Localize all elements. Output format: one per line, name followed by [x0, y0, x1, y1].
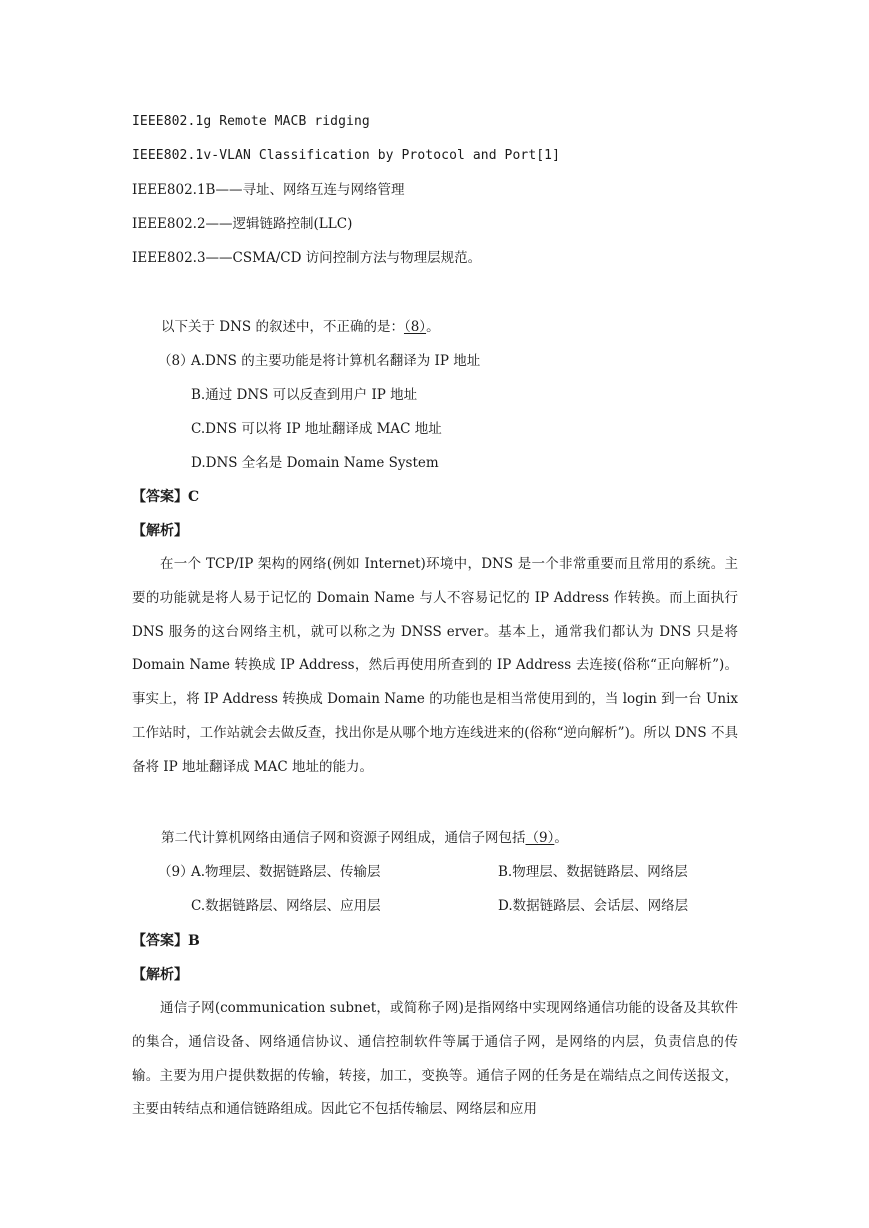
standard-line-2: IEEE802.1v-VLAN Classification by Protocol and Port[1] — [132, 148, 561, 163]
question-8-option-a: A.DNS 的主要功能是将计算机名翻译为 IP 地址 — [191, 353, 481, 369]
answer-label: 【答案】 — [132, 489, 188, 505]
question-8-option-c: C.DNS 可以将 IP 地址翻译成 MAC 地址 — [191, 421, 442, 437]
question-8-option-b: B.通过 DNS 可以反查到用户 IP 地址 — [191, 387, 418, 403]
question-8-answer — [132, 488, 199, 506]
question-9-analysis-label: 【解析】 — [132, 967, 188, 983]
question-9-stem — [161, 829, 568, 847]
question-9-number: （9） — [158, 864, 194, 880]
standard-line-3: IEEE802.1B——寻址、网络互连与网络管理 — [132, 182, 405, 198]
question-9-stem-text: 第二代计算机网络由通信子网和资源子网组成，通信子网包括 — [161, 830, 526, 846]
standard-line-4: IEEE802.2——逻辑链路控制(LLC) — [132, 216, 353, 232]
question-8-analysis-label: 【解析】 — [132, 523, 188, 539]
question-9-option-d: D.数据链路层、会话层、网络层 — [498, 898, 689, 914]
question-9-option-a: A.物理层、数据链路层、传输层 — [191, 864, 381, 880]
question-8-analysis-text: 在一个 TCP/IP 架构的网络(例如 Internet)环境中，DNS 是一个非常重要而且常用的系统。主要的功能就是将人易于记忆的 Domain Name 与人不容易记忆的 IP Address 作转换。而上面执行 DNS 服务的这台网络主机，就可以称之为 DNSS erver。基本上，通常我们都认为 DNS 只是将 Domain Name 转换成 IP Address，然后再使用所查到的 IP Address 去连接(俗称“正向解析”)。事实上，将 IP Address 转换成 Domain Name 的功能也是相当常使用到的，当 login 到一台 Unix 工作站时，工作站就会去做反查，找出你是从哪个地方连线进来的(俗称“逆向解析”)。所以 DNS 不具备将 IP 地址翻译成 MAC 地址的能力。 — [132, 556, 738, 775]
standard-line-1: IEEE802.1g Remote MACB ridging — [132, 114, 370, 129]
question-9-option-c: C.数据链路层、网络层、应用层 — [191, 898, 381, 914]
question-9-analysis-text: 通信子网(communication subnet，或简称子网)是指网络中实现网络通信功能的设备及其软件的集合，通信设备、网络通信协议、通信控制软件等属于通信子网，是网络的内层，负责信息的传输。主要为用户提供数据的传输，转接，加工，变换等。通信子网的任务是在端结点之间传送报文，主要由转结点和通信链路组成。因此它不包括传输层、网络层和应用 — [132, 1000, 738, 1118]
answer-value: C — [188, 489, 200, 505]
question-9-stem-end: 。 — [554, 830, 568, 846]
question-9-answer — [132, 932, 200, 950]
question-8-stem-text: 以下关于 DNS 的叙述中，不正确的是： — [161, 319, 404, 335]
question-8-option-d: D.DNS 全名是 Domain Name System — [191, 455, 439, 471]
question-9-blank: （9） — [525, 830, 555, 846]
question-8-blank: （8） — [403, 319, 427, 335]
answer-value: B — [188, 933, 200, 949]
question-8-number: （8） — [158, 353, 194, 369]
question-9-option-b: B.物理层、数据链路层、网络层 — [498, 864, 688, 880]
standard-line-5: IEEE802.3——CSMA/CD 访问控制方法与物理层规范。 — [132, 250, 482, 266]
question-8-stem — [161, 318, 440, 336]
question-8-stem-end: 。 — [426, 319, 440, 335]
answer-label: 【答案】 — [132, 933, 188, 949]
